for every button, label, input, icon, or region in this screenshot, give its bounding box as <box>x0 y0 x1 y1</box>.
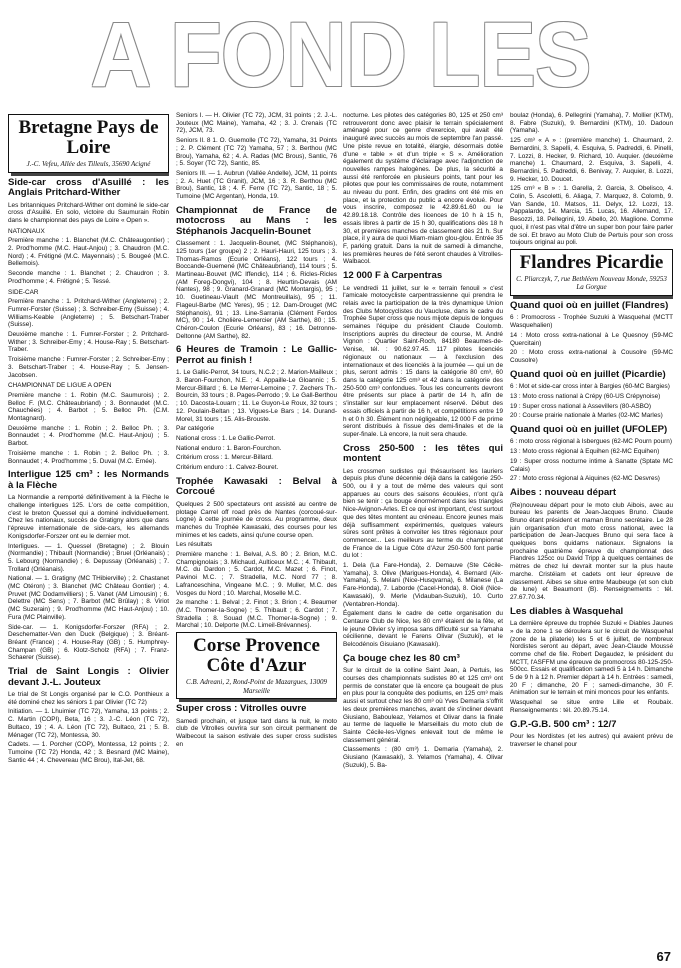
category-label: CHAMPIONNAT DE LIGUE A OPEN <box>8 382 112 390</box>
paragraph: Le vendredi 11 juillet, sur le « terrain fenouil » c'est l'amicale motocycliste carpentrassienne qui prendra le relais avec la participation de la très dynamique Union des Clubs Motocyclistes du Vaucluse, dans le cadre du Trophée Super cross que nous mijote depuis de longues semaines l'équipe du président Claude Coulomb. Inscriptions auprès du directeur de course, M. André Vignon : Quartier Saint-Roch, 84180 Beaumes-de-Venise, tél. : 90.62.97.45. 117 pilotes licenciés régionaux ou nationaux — à l'exclusion des internationaux et des licenciés à la journée — qui un de plus, seront admis : 15 dans la catégorie 80 cm³, 60 dans la catégorie 125 cm³ et 42 dans la catégorie des 250-500 cm³ confondues. Tous les concurrents devront être présents sur place à partir de 14 h, afin de s'installer sur leur emplacement réservé. Début des essais officiels à partir de 16 h, et compétitions entre 19 h et 0 h 30. Élément non négligeable, 12 000 F de prime seront distribués à l'issue des demi-finales et de la super-finale. Là encore, la nuit sera chaude. <box>343 284 503 438</box>
article-heading: Quand quoi où en juillet (Flandres) <box>510 299 669 311</box>
article-heading: Trial de Saint Longis : Olivier devant J.-L. Jouteux <box>8 666 169 688</box>
page-number: 67 <box>656 949 671 964</box>
paragraph: Classement : 1. Jacquelin-Bounet, (MC Stéphanois), 125 tours (1er groupe) 2 ; 2. Hauri-Hauri, 125 tours ; 3. Thomas-Ramos (Ecurie Orléans), 122 tours ; 4. Boccande-Guemené (MC Châteaubriand), 114 tours ; 5. Martineau-Bouvet (MC Iffendic), 114 ; 6. Ricles-Ricles (AM Foreg-Dongvi), 104 ; 8. Heurtin-Devais (AM Nantes), 98 ; 9. Granard-Granard (MC Montargis), 95 ; 10. Guetineau-Viault (MC Montreuillais), 95 ; 11. Flageul-Barbe (MC Yeres), 95 ; 12. Dam-Drouget (MC Stéphanois), 91 ; 13. Line-Sarrania (Clément Ferdos MC), 90 ; 14. Cholière-Lemercier (AM Sarthe), 80 ; 15. Chéron-Coulon (Ecurie Orléans), 83 ; 16. Detronne-Deltonne (AM Sarthe), 82. <box>176 240 337 340</box>
article-heading: Super cross : Vitrolles ouvre <box>176 703 307 715</box>
paragraph: 20 : Moto cross extra-national à Cousolre (59-MC Cousolre) <box>510 349 673 364</box>
article-heading: Cross 250-500 : les têtes qui montent <box>343 442 503 465</box>
paragraph: 6 : moto cross régional à Isbergues (62-MC Pourn pourn) <box>510 438 672 446</box>
paragraph: Sur le circuit de la colline Saint Jean, à Pertuis, les courses des championnats sudistes 80 et 125 cm³ ont permis de constater que là encore ça bougeait de plus en plus pour la conquête des podiums, en 125 cm³ mais aussi et surtout chez les 80 cm³ où Yves Demaria s'offrit les deux premières manches, avant de s'incliner devant Giusiano, Babouleaz, Yelamos et Olivar dans la finale au terme de laquelle le Marseillais du moto club de Sainte Cécile-les-Vignes enlevait tout de même le classement général. <box>343 667 503 744</box>
paragraph: (Re)nouveau départ pour le moto club Aibois, avec au bureau les parents de Jean-Jacques Bruno. Claude Bruno étant président et maman Bruno secrétaire. Le 28 juin organisation d'un moto cross national, avec la participation de Jean-Jacques Bruno qui sera face à quelques bons quidams nationaux. Signalons la prochaine quatrième épreuve du championnat des Flandres 125cc ou David Tripp à quelques centaines de mètres de chez lui devrait monter sur la plus haute marche. Cristéiam et cadets ont leur épreuve de classement. Aibes se situe entre Maubeuge (et son club de lune) et Beaumont (B). Renseignements : tél. 27.67.70.34. <box>510 501 673 601</box>
region-box-bretagne <box>8 114 169 173</box>
article-heading: G.P.-G.B. 500 cm³ : 12/7 <box>510 718 617 730</box>
paragraph: Les britanniques Pritchard-Wither ont dominé le side-car cross d'Asuillé. En solo, victoire du Saumurain Robin dans le championnat des pays de Loire « Open ». <box>8 201 169 224</box>
paragraph: Troisième manche : Fumrer-Forster ; 2. Schreiber-Emy ; 3. Betschart-Traber ; 4. House-Ray ; 5. Jensen-Jacobsen. <box>8 356 169 379</box>
paragraph: boulaz (Honda), 6. Pellegrini (Yamaha), 7. Mollier (KTM), 8. Fabre (Suzuki), 9. Bernardini (KTM), 10. Dadoun (Yamaha). <box>510 112 673 135</box>
region-box-title: Corse Provence Côte d'Azur <box>193 635 320 677</box>
headline-title: A FOND LES <box>90 4 591 106</box>
paragraph: Quelques 2 500 spectateurs ont assisté au centre de plotage Carrel off road près de Nantes (corcoué-sur-Logne) à cette journée de cross. Au programme, deux manches du Trophée Kawasaki, des courses pour les minimes et les cadets, ainsi qu'une course open. <box>176 500 337 539</box>
column-1 <box>8 112 169 932</box>
paragraph: 14 : Moto cross extra-national à Le Quesnoy (59-MC Quercitain) <box>510 331 673 347</box>
paragraph: 20 : Course prairie nationale à Marles (02-MC Marles) <box>510 412 663 420</box>
paragraph: 19 : Super cross national à Assevillers (80-ASBO) <box>510 402 652 410</box>
region-box-address: C. Pliarczyk, 7, rue Bethléem Nouveau Monde, 59253 La Gorgue <box>516 274 667 292</box>
paragraph: Seniors I. — H. Olivier (TC 72), JCM, 31 points ; 2. J.-L. Jouteux (MC Maine), Yamaha, 42 ; 3. J. Crenais (TC 72), JCM, 73. <box>176 112 337 135</box>
paragraph: Seconde manche : 1. Blanchet ; 2. Chaudron ; 3. Prod'homme ; 4. Frétigné ; 5. Tessé. <box>8 270 169 285</box>
paragraph: 2e manche : 1. Belval ; 2. Finot ; 3. Brion ; 4. Beaumer (M.C. Thomer-la-Sogne) ; 5. Thibault ; 6. Cardot ; 7. Stradella ; 8. Souad (M.C. Thomer-la-Sogne) ; 9. Marchal ; 10. Delporte (M.C. Limeil-Brévannes). <box>176 599 337 630</box>
column-4 <box>510 112 673 942</box>
paragraph: National cross : 1. Le Gallic-Perrot. <box>176 435 276 442</box>
article-heading: Championnat de France de motocross au Mans : les Stéphanois Jacquelin-Bounet <box>176 204 337 237</box>
paragraph: 125 cm³ « B » : 1. Garella, 2. Garcia, 3. Obelisco, 4. Colin, 5. Ascoletti, 6. Aliaga, 7. Marquez, 8. Colomb, 9. Van Sande, 10. Matsos, 11. Delyx, 12. Lozzi, 13. Pappalardo, 14. Marcia, 15. Lucas, 16. Allemand, 17. Besozzi, 18. Pellegrini, 19. Abello, 20. Maglione. Comme quoi, il n'est pas vital d'être un super bon pour faire parler de soi. Et bravo au Moto Club de Pertuis pour son cross toujours original au poli. <box>510 185 673 247</box>
paragraph: 27 : Moto cross régional à Aiquines (62-MC Desvres) <box>510 475 660 483</box>
column-2 <box>176 112 337 942</box>
region-box-flandres <box>510 249 673 296</box>
paragraph: Critérium enduro : 1. Calvez-Bouret. <box>176 464 279 472</box>
paragraph: 13 : Moto cross national à Crépy (60-US Crépynoise) <box>510 392 661 400</box>
article-heading: Side-car cross d'Asuillé : les Anglais Pritchard-Wither <box>8 176 169 198</box>
paragraph: Seniors III. — 1. Aubrun (Vallée Andelle), JCM, 11 points ; 2. A. Huet (TC Granit), JCM, 16 ; 3. R. Berthou (MC Brou), Santic, 18 ; 4. F. Ferre (TC 72), Santic, 18 ; 5. Tumoine (MC Argentan), Honda, 19. <box>176 169 337 201</box>
paragraph: Deuxième manche : 1. Robin ; 2. Belloc Ph. ; 3. Bonnaudet ; 4. Prod'homme (M.C. Haut-Anjou) ; 5. Barbot. <box>8 424 169 448</box>
paragraph: La Normandie a remporté définitivement à la Flèche le challenge interligues 125. L'ors de cette compétition, c'est le breton Quessel qui a dominé individuellement. Chez les nationaux, succès de Gratigny alors que dans l'épreuve internationale de side-cars, les allemands Konigsdorfer-Forszer ont eu le dernier mot. <box>8 494 169 540</box>
paragraph: Deuxième manche : 1. Fumrer-Forster ; 2. Pritchard-Wither ; 3. Schreiber-Emy ; 4. House-Ray ; 5. Betschart-Traber. <box>8 331 169 354</box>
article-heading: Quand quoi où en juillet (Picardie) <box>510 368 666 380</box>
article-heading: Interligue 125 cm³ : les Normands à la Flèche <box>8 469 169 491</box>
paragraph: Classements : (80 cm³) 1. Demaria (Yamaha), 2. Giusiano (Kawasaki), 3. Yelamos (Yamaha), 4. Olivar (Suzuki), 5. Ba- <box>343 746 503 769</box>
paragraph: Également dans le cadre de cette organisation du Centaure Club de Nice, les 80 cm³ étaient de la fête, et le jeune Olivier s'y imposa sans difficulté sur sa Yamaha cécilienne, devant le Farens Olivar (Suzuki), et le Belcodénois Gisuiano (Kawasaki). <box>343 610 503 649</box>
paragraph: 1. Dela (La Fare-Honda), 2. Demauve (Ste Cécile-Yamaha), 3. Olive (Marigues-Honda), 4. Bernard (Aix-Yamaha), 5. Melani (Nice-Husqvarna), 6. Milanese (La Fare-Honda), 7. Laborde (Cacel-Honda), 8. Oioli (Nice-Kawasaki), 9. Merle (Vidauban-Suzuki), 10. Curto (Ventabren-Honda). <box>343 562 503 608</box>
category-label: SIDE-CAR <box>8 288 39 296</box>
article-heading: Ça bouge chez les 80 cm³ <box>343 652 460 664</box>
paragraph: Première manche : 1. Pritchard-Wither (Angleterre) ; 2. Fumrer-Forster (Suisse) ; 3. Schreiber-Emy (Suisse) ; 4. Williams-Keable (Angleterre) ; 5. Betschart-Traber (Suisse). <box>8 298 169 329</box>
paragraph: 6 : Mot et side-car cross inter à Bargies (60-MC Bargies) <box>510 383 670 391</box>
paragraph: Critérium cross : 1. Mercur-Billard. <box>176 454 273 462</box>
paragraph: La dernière épreuve du trophée Suzuki « Diables Jaunes » de la zone 1 se déroulera sur le circuit de Wasquehal (zone de la pilaterie) les 5 et 6 juillet, de nombreux Nordistes seront au départ, avec Jean-Claude Moussé comme chef de file. Robert Degaudez, le président du MCTT, l'ASFFM une épreuve de promocross 80-125-250-500cc. Essais et qualification samedi 5 à 14 h. Dimanche 5 de 9 h à 12 h. Premier départ à 14 h. Entrées : samedi, 20 F ; dimanche, 20 F ; samedi-dimanche, 30 F. Animation sur le terrain et mini moncos pour les enfants. <box>510 620 673 697</box>
region-box-title: Bretagne Pays de Loire <box>18 117 159 158</box>
headline <box>0 0 681 110</box>
paragraph: Par catégorie <box>176 425 215 433</box>
region-box-corse <box>176 632 337 699</box>
paragraph: Initiation. — 1. Lhuimier (TC 72), Yamaha, 13 points ; 2. C. Martin (COPI), Beta, 16 ; 3. J.-C. Léon (TC 72), Bultaco, 19 ; 4. A. Léon (TC 72), Bultaco, 21 ; 5. B. Ménager (TC 72), Montessa, 30. <box>8 708 169 739</box>
article-heading: Les diables à Wasquehal <box>510 605 624 617</box>
paragraph: National enduro : 1. Baron-Fourchon. <box>176 444 282 452</box>
paragraph: 19 : Super cross nocturne intime à Sanatte (Sptate MC Calais) <box>510 457 673 473</box>
paragraph: Première manche : 1. Robin (M.C. Saumurois) ; 2. Belloc F. (M.C. Châteaubriand) ; 3. Bonnaudet (M.C. Chauchées) ; 4. Barbot ; 5. Belloc Ph. (C.M. Montagnard). <box>8 391 169 423</box>
paragraph: Side-car. — 1. Konigsdorfer-Forszer (RFA) ; 2. Deschematter-Ven den Duck (Belgique) ; 3. Bréant-Bréant (France) ; 4. House-Ray (GB) ; 5. Humphrey-Champan (GB) ; 6. Klotz-Scholz (RFA) ; 7. Franz-Schaerer (Suisse). <box>8 623 169 662</box>
paragraph: Cadets. — 1. Porcher (COP), Montessa, 12 points ; 2. Tumoine (TC 72) Honda, 42 ; 3. Besnard (MC Maine), Santic 44 ; 4. Chevereau (MC Brou), Ital-Jet, 68. <box>8 741 169 764</box>
article-heading: 6 Heures de Tramoin : Le Gallic-Perrot au finish ! <box>176 344 337 366</box>
paragraph: National. — 1. Gratigny (MC THibierville) ; 2. Chastanet (MC Otéron) ; 3. Blanchet (MC Château Gontier) ; 4. Pruvet (MC Dodamvilliers) ; 5. Vanet (AM Limousin) ; 6. Delettre (MC Sens) ; 7. Barbot (MC Brûlay) ; 8. Viriot (MC Suzerain) ; 9. Prod'homme (MC Haut-Anjou) ; 10. Fura (MC Plainville). <box>8 575 169 621</box>
paragraph: Samedi prochain, et jusque tard dans la nuit, le moto club de Vitrolles ouvrira sur son circuit permanent de Walbecout la saison estivale des super cross sudistes en <box>176 717 337 748</box>
paragraph: Seniors II. 8 1. O. Guemolle (TC 72), Yamaha, 31 Points ; 2. P. Clément (TC 72) Yamaha, 57 ; 3. Berthou (MC Brou), Yamaha, 62 ; 4. A. Radas (MC Brous), Santic, 76 ; 5. Soyer (TC 72), Santic, 85. <box>176 137 337 168</box>
paragraph: Interligues. — 1. Quessel (Bretagne) ; 2. Blouin (Normandie) ; Thibault (Normandie) ; Bruel (Orléanais) ; 5. Lebourg (Normandie) ; 6. Depussay (Orléanais) ; 7. Trollard (Orléanais). <box>8 542 169 573</box>
region-box-address: C.B. Adreani, 2, Rond-Point de Mazargues, 13009 Marseille <box>185 678 328 695</box>
paragraph: Pour les Nordistes (et les autres) qui avaient prévu de traverser le chanel pour <box>510 733 673 748</box>
article-heading: 12 000 F à Carpentras <box>343 270 443 282</box>
paragraph: Les résultats <box>176 541 213 549</box>
article-heading: Quand quoi où en juillet (UFOLEP) <box>510 423 668 435</box>
paragraph: Les crossmen sudistes qui thésaurisent les lauriers depuis plus d'une décennie déjà dans la catégorie 250-500, ou il y a tout de même des valeurs qui sont apparues au cours des saisons écoulées, n'ont qu'à bien se tenir : ça bouge énormément dans les triangles Nice-Avignon-Arles. Et ce qui est important, c'est surtout que des têtes montent au créneau. Encore jeunes mais déjà suffisamment expérimentés, quelques valeurs sûres sont prêtes à convoiter les titres régionaux pour commencer... Les meilleurs au terme du championnat de France de la Ligue Côte d'Azur 250-500 font partie du lot : <box>343 467 503 560</box>
paragraph: Wasquehal se situe entre Lille et Roubaix. Renseignements : tél. 20.89.75.14. <box>510 699 673 714</box>
category-label: NATIONAUX <box>8 227 45 235</box>
paragraph: Le trial de St Longis organisé par le C.O. Ponthieux a été dominé chez les séniors 1 par Olivier (TC 72) <box>8 691 169 706</box>
region-box-title: Flandres Picardie <box>519 251 664 273</box>
article-heading: Aibes : nouveau départ <box>510 487 617 498</box>
column-3 <box>343 112 503 942</box>
paragraph: nocturne. Les pilotes des catégories 80, 125 et 250 cm³ retrouveront donc avec plaisir le terrain spécialement aménagé pour ce genre d'exercice, qui avait été inauguré avec succès au mois de septembre l'an passé. Une piste revue en totalité, élargie, désormais dotée d'une « table » et d'un triple « S ». Amélioration également du système d'éclairage avec l'adjonction de nouvelles rampes halogènes. De plus, la sécurité a aussi été renforcée en plusieurs points, tant pour les pilotes que pour les commissaires de route, notamment au niveau du pont. Enfin, des gradins ont été mis en place, et la protection du public a encore évolué. Pour vous inscrire, composez le 42.89.61.60 ou le 42.89.18.18. Contrôle des licences de 10 h à 15 h, essais libres à partir de 15 h 30, qualifications dès 18 h 30, et premières manches de classement dès 21 h. Sur place, il y aura de quoi Miam-miam glou-glou. Entrée 35 F, parking gratuit. Dans la nuit de samedi à dimanche, les premières heures de l'été seront chaudes à Vitrolles-Walbacol. <box>343 112 503 266</box>
paragraph: Première manche : 1. Blanchet (M.C. Châteaugontier) ; 2. Prod'homme (M.C. Haut-Anjou) ; 3. Chaudron (M.C. Nord) ; 4. Frétigné (M.C. Mayennais) ; 5. Bougeé (M.C. Bellemois). <box>8 237 169 268</box>
paragraph: 125 cm³ « A » : (première manche) 1. Chaumard, 2. Bernardini, 3. Sapelli, 4. Esquiva, 5. Padreddi, 6. Pinelli, 7. Lozzi, 8. Hecker, 9. Richard, 10. Auquier. (deuxième manche) 1. Chaumard, 2. Esquiva, 3. Sapelli, 4. Bernardini, 5. Padreddi, 6. Benivay, 7. Auquier, 8. Lozzi, 9. Hecker, 10. Doucet. <box>510 137 673 183</box>
region-box-address: J.-C. Vefeu, Allée des Tilleuls, 35690 Acigné <box>26 160 151 168</box>
paragraph: Première manche : 1. Belval, A.S. 80 ; 2. Brion, M.C. Champignolais ; 3. Michaud, Aulticeux M.C. ; 4. Thibault, M.C. du Dardon ; 5. Cardot, M.C. Mazet ; 6. Finot, Pavinoi M.C. ; 7. Stradella, M.C. Nord 77 ; 8. Lafranceschina, Vingeane M.C. ; 9. Muller, M.C. des Vosges du Nord ; 10. Marchal, Moselle M.C. <box>176 551 337 597</box>
paragraph: 13 : Moto cross régional à Equihen (62-MC Equihen) <box>510 448 660 456</box>
paragraph: 6 : Promocross - Trophée Suzuki à Wasquehal (MCTT Wasquehalien) <box>510 314 673 330</box>
paragraph: 1. Le Gallic-Perrot, 34 tours, N.C.2 ; 2. Marion-Mailleux ; 3. Baron-Fourchon, N.E. ; 4. Appaille-Le Gloannic ; 5. Mercur-Billard ; 6. Le Merrer-Lemoine ; 7. Zechers Th.-Bourcin, 33 tours ; 8. Pages-Perrodo ; 9. Le Gall-Berthou ; 10. Dacosta-Louarn ; 11. Le Guyon-Le Roux, 32 tours ; 12. Poulain-Beltan ; 13. Vigues-Le Bars ; 14. Durand-Morel, 31 tours ; 15. Alis-Brouste. <box>176 369 337 423</box>
article-heading: Trophée Kawasaki : Belval à Corcoué <box>176 475 337 498</box>
paragraph: Troisième manche : 1. Robin ; 2. Belloc Ph. ; 3. Bonnaudet ; 4. Prod'homme ; 5. Duval (M.C. Ernée). <box>8 449 169 465</box>
